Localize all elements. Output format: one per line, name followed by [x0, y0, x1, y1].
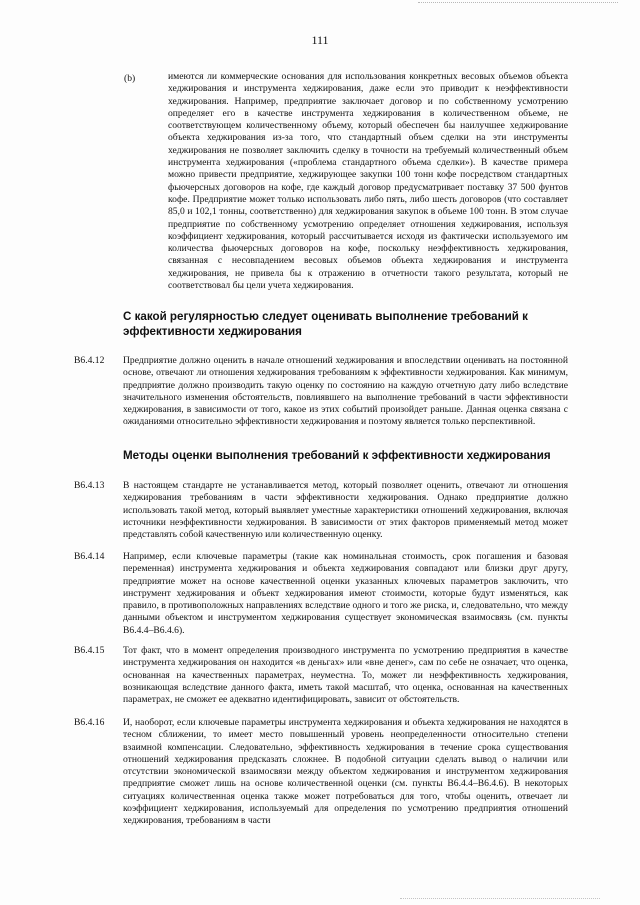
paragraph-b6-4-13: В настоящем стандарте не устанавливается метод, который позволяет оценить, отвечают ли отношения хеджирования требованиям в части эффективности хеджирования. Однако предприятие должно использовать такой метод, который выявляет уместные характеристики отношений хеджирования, включая источники неэффективности хеджирования. В зависимости от этих факторов применяемый метод может представлять собой качественную или количественную оценку. — [123, 480, 568, 541]
paragraph-b6-4-12: Предприятие должно оценить в начале отношений хеджирования и впоследствии оценивать на постоянной основе, отвечают ли отношения хеджирования требованиям к эффективности хеджирования. Как минимум, предприятие должно производить такую оценку по состоянию на каждую отчетную дату либо вследствие значительного изменения обстоятельств, повлиявшего на выполнение требований в части эффективности хеджирования, в зависимости от того, какое из этих событий произойдет раньше. Данная оценка связана с ожиданиями относительно эффективности хеджирования и поэтому является только перспективной. — [123, 355, 568, 428]
paragraph-label-b6-4-14: B6.4.14 — [74, 551, 105, 562]
section-heading-regularity: С какой регулярностью следует оценивать выполнение требований к эффективности хеджирования — [123, 310, 528, 338]
paragraph-label-b6-4-16: B6.4.16 — [74, 717, 105, 728]
paragraph-b6-4-16: И, наоборот, если ключевые параметры инструмента хеджирования и объекта хеджирования не находятся в тесном сближении, то имеет место повышенный уровень неопределенности относительно степени взаимной компенсации. Следовательно, эффективность хеджирования в течение срока существования отношений хеджирования предсказать сложнее. В подобной ситуации сделать вывод о наличии или отсутствии экономической взаимосвязи между объектом хеджирования и инструментом хеджирования предприятие сможет лишь на основе количественной оценки (см. пункты B6.4.4–B6.4.6). В некоторых ситуациях количественная оценка также может потребоваться для того, чтобы оценить, отвечает ли коэффициент хеджирования, используемый для определения по усмотрению предприятия отношений хеджирования, требованиям в части — [123, 717, 568, 827]
paragraph-label-b6-4-12: B6.4.12 — [74, 355, 105, 366]
paragraph-b6-4-14: Например, если ключевые параметры (такие как номинальная стоимость, срок погашения и базовая переменная) инструмента хеджирования и объекта хеджирования совпадают или близки друг другу, предприятие может на основе качественной оценки указанных ключевых параметров заключить, что инструмент хеджирования и объект хеджирования имеют стоимости, которые будут изменяться, как правило, в противоположных направлениях вследствие одного и того же риска, и, следовательно, что между данными объектом и инструментом хеджирования существует экономическая взаимосвязь (см. пункты B6.4.4–B6.4.6). — [123, 551, 568, 636]
item-b-paragraph: имеются ли коммерческие основания для использования конкретных весовых объемов объекта хеджирования и инструмента хеджирования, даже если это приводит к неэффективности хеджирования. Например, предприятие заключает договор и по собственному усмотрению определяет его в качестве инструмента хеджирования в количественном объеме, не соответствующем количественному объему, который обеспечен бы наилучшее хеджирование объекта хеджирования из-за того, что стандартный объем сделки на эти инструменты хеджирования не позволяет заключить сделку в точности на требуемый количественный объем инструмента хеджирования («проблема стандартного объема сделки»). В качестве примера можно привести предприятие, хеджирующее закупки 100 тонн кофе посредством стандартных фьючерсных договоров на кофе, где каждый договор предусматривает поставку 37 500 фунтов кофе. Предприятие может только использовать либо пять, либо шесть договоров (что составляет 85,0 и 102,1 тонны, соответственно) для хеджирования закупок в объеме 100 тонн. В этом случае предприятие по собственному усмотрению определяет отношения хеджирования, используя коэффициент хеджирования, который рассчитывается исходя из фактически используемого им количества фьючерсных договоров на кофе, поскольку неэффективность хеджирования, связанная с несовпадением весовых объемов объекта хеджирования и инструмента хеджирования, не привела бы к отражению в отчетности такого результата, который не соответствовал бы цели учета хеджирования. — [168, 71, 568, 292]
paragraph-b6-4-15: Тот факт, что в момент определения производного инструмента по усмотрению предприятия в качестве инструмента хеджирования он находится «в деньгах» или «вне денег», сам по себе не означает, что оценка, основанная на качественных параметрах, неуместна. То, может ли неэффективность хеджирования, возникающая вследствие данного факта, иметь такой масштаб, что оценка, основанная на качественных параметрах, не сможет ее адекватно идентифицировать, зависит от обстоятельств. — [123, 645, 568, 706]
page-number: 111 — [311, 33, 329, 47]
paragraph-label-b6-4-15: B6.4.15 — [74, 645, 105, 656]
paragraph-label-b6-4-13: B6.4.13 — [74, 480, 105, 491]
bottom-divider — [400, 898, 600, 899]
top-divider — [418, 2, 618, 3]
item-b-label: (b) — [124, 73, 136, 84]
section-heading-methods: Методы оценки выполнения требований к эффективности хеджирования — [123, 449, 551, 462]
